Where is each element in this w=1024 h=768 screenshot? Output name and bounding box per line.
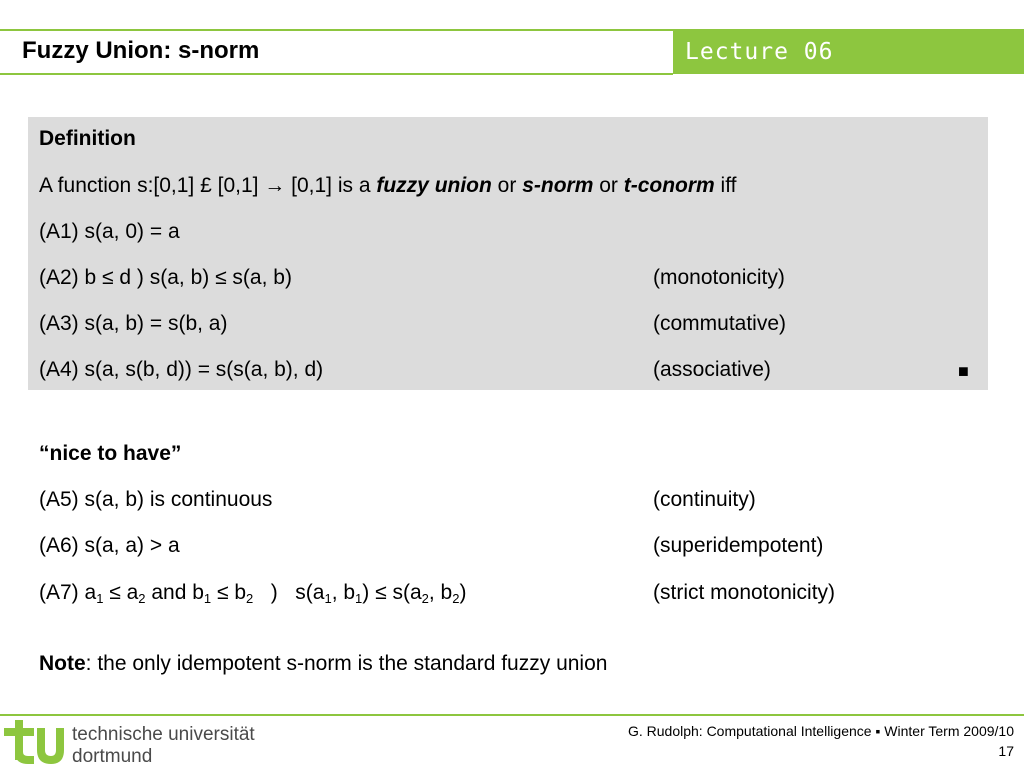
axiom-a1: (A1) s(a, 0) = a [39, 220, 180, 243]
a7-subscript: 1 [96, 591, 104, 606]
axiom-a3: (A3) s(a, b) = s(b, a) [39, 312, 228, 335]
axiom-a5: (A5) s(a, b) is continuous [39, 488, 273, 511]
university-line-2: dortmund [72, 746, 153, 767]
iff-text: iff [714, 174, 737, 197]
title-underline [0, 73, 673, 75]
lecture-tab [673, 30, 1024, 74]
a7-subscript: 1 [324, 591, 332, 606]
axiom-a7 [39, 580, 466, 606]
axiom-a6-note: (superidempotent) [653, 534, 824, 557]
tu-logo-icon [4, 720, 64, 766]
definition-box [28, 117, 988, 390]
page-number: 17 [998, 743, 1014, 759]
term-fuzzy-union: fuzzy union [376, 174, 492, 197]
slide-title: Fuzzy Union: s-norm [22, 37, 260, 64]
axiom-a7-note: (strict monotonicity) [653, 581, 836, 604]
intro-text: A function s:[0,1] £ [0,1] → [0,1] is a [39, 174, 377, 197]
or-text: or [593, 174, 624, 197]
a7-part: ) s(a [253, 581, 325, 604]
definition-intro [39, 173, 737, 199]
a7-part: , b [331, 581, 356, 604]
definition-heading: Definition [39, 127, 136, 150]
axiom-a6: (A6) s(a, a) > a [39, 534, 180, 557]
qed-square: ■ [958, 361, 969, 381]
term-s-norm: s-norm [522, 174, 594, 197]
axiom-a4: (A4) s(a, s(b, d)) = s(s(a, b), d) [39, 358, 324, 381]
a7-part: ≤ b [211, 581, 247, 604]
axiom-a4-note: (associative) [653, 358, 771, 381]
a7-subscript: 2 [421, 591, 429, 606]
university-line-1: technische universität [72, 724, 255, 745]
axiom-a2-note: (monotonicity) [653, 266, 785, 289]
nice-heading: “nice to have” [39, 442, 182, 465]
lecture-label: Lecture 06 [685, 39, 834, 65]
note-label: Note [39, 652, 86, 675]
or-text: or [491, 174, 523, 197]
a7-subscript: 2 [246, 591, 254, 606]
axiom-a5-note: (continuity) [653, 488, 756, 511]
a7-subscript: 1 [355, 591, 363, 606]
credit-text: G. Rudolph: Computational Intelligence ▪ Winter Term 2009/10 [627, 723, 1014, 739]
a7-part: ) ≤ s(a [362, 581, 422, 604]
footer-credit [628, 721, 1014, 761]
axiom-a3-note: (commutative) [653, 312, 787, 335]
a7-part: (A7) a [39, 581, 97, 604]
a7-part: , b [428, 581, 453, 604]
a7-part: and b [145, 581, 204, 604]
a7-part: ) [459, 581, 467, 604]
university-name [72, 724, 255, 768]
note-line [39, 651, 607, 677]
a7-part: ≤ a [103, 581, 139, 604]
a7-subscript: 2 [452, 591, 460, 606]
footer-rule [0, 714, 1024, 716]
note-text: : the only idempotent s-norm is the standard fuzzy union [85, 652, 608, 675]
a7-subscript: 2 [138, 591, 146, 606]
axiom-a2: (A2) b ≤ d ) s(a, b) ≤ s(a, b) [39, 266, 292, 289]
a7-subscript: 1 [203, 591, 212, 606]
term-t-conorm: t-conorm [623, 174, 715, 197]
